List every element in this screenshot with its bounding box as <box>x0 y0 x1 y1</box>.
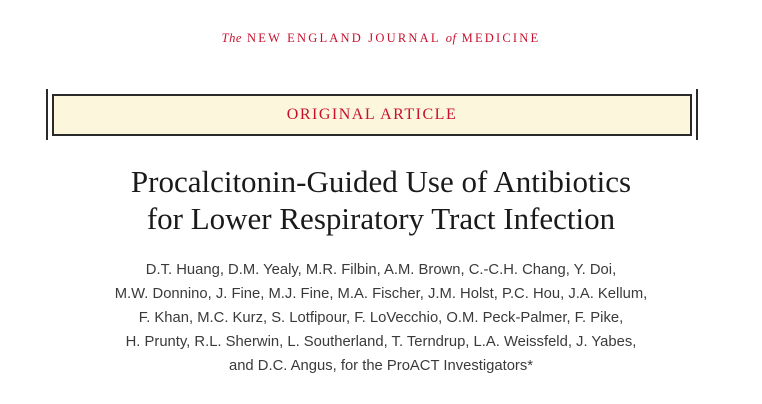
article-title <box>0 163 762 237</box>
masthead-name-part1: NEW ENGLAND JOURNAL <box>247 31 441 45</box>
journal-masthead <box>0 31 762 46</box>
article-title-line-2: for Lower Respiratory Tract Infection <box>146 201 616 236</box>
author-line-3: F. Khan, M.C. Kurz, S. Lotfipour, F. LoVecchio, O.M. Peck-Palmer, F. Pike, <box>138 310 624 326</box>
author-list <box>0 258 762 378</box>
author-line-1: D.T. Huang, D.M. Yealy, M.R. Filbin, A.M. Brown, C.-C.H. Chang, Y. Doi, <box>145 262 617 278</box>
author-line-5: and D.C. Angus, for the ProACT Investigators* <box>228 358 534 374</box>
masthead-of: of <box>445 31 457 45</box>
author-line-2: M.W. Donnino, J. Fine, M.J. Fine, M.A. Fischer, J.M. Holst, P.C. Hou, J.A. Kellum, <box>114 286 648 302</box>
author-line-4: H. Prunty, R.L. Sherwin, L. Southerland, T. Terndrup, L.A. Weissfeld, J. Yabes, <box>125 334 637 350</box>
article-type-label: ORIGINAL ARTICLE <box>286 106 458 123</box>
article-type-banner <box>52 94 692 136</box>
masthead-name-part2: MEDICINE <box>461 31 541 45</box>
masthead-the: The <box>221 31 242 45</box>
article-title-line-1: Procalcitonin-Guided Use of Antibiotics <box>130 164 632 199</box>
